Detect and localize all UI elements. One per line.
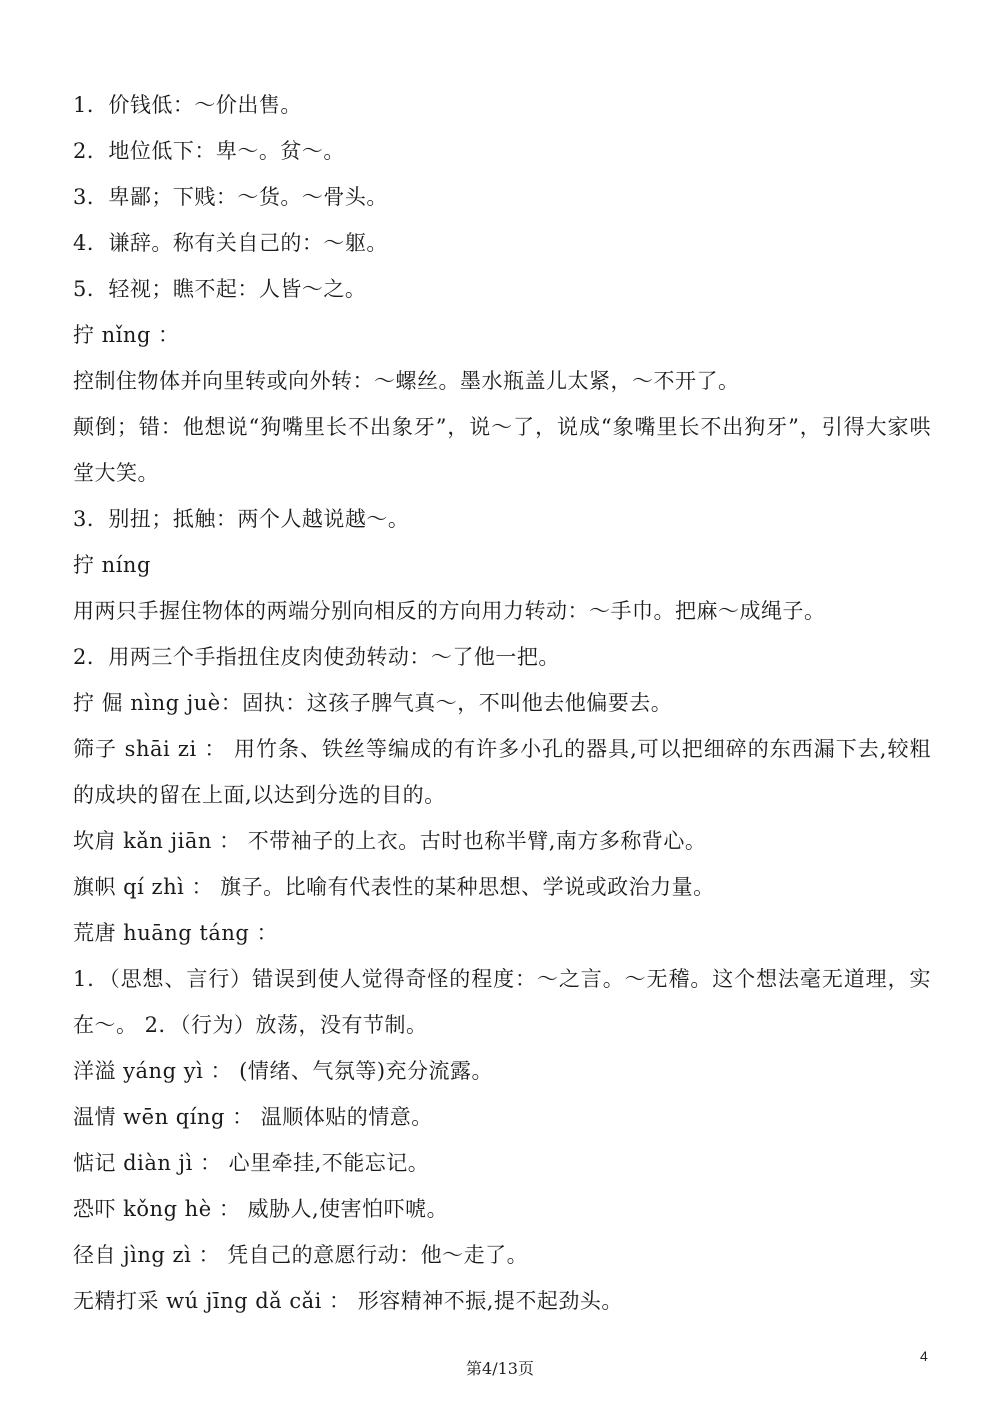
vocab-entry: 洋溢 yáng yì ： (情绪、气氛等)充分流露。	[73, 1059, 494, 1083]
definition-line: 用两只手握住物体的两端分别向相反的方向用力转动：～手巾。把麻～成绳子。	[73, 599, 826, 623]
vocab-entry: 坎肩 kǎn jiān ： 不带袖子的上衣。古时也称半臂,南方多称背心。	[73, 829, 707, 853]
vocab-entry: 惦记 diàn jì ： 心里牵挂,不能忘记。	[73, 1151, 430, 1175]
vocab-entry: 拧 倔 nìng juè：固执：这孩子脾气真～，不叫他去他偏要去。	[73, 691, 673, 715]
vocab-entry: 筛子 shāi zi ： 用竹条、铁丝等编成的有许多小孔的器具,可以把细碎的东西漏下去,较粗的成块的留在上面,以达到分选的目的。	[73, 737, 931, 807]
vocab-entry: 恐吓 kǒng hè ： 威胁人,使害怕吓唬。	[73, 1197, 449, 1221]
page-number: 4	[920, 1348, 928, 1364]
entry-heading: 拧 níng	[73, 553, 151, 577]
definition-line: 4．谦辞。称有关自己的：～躯。	[73, 231, 388, 255]
definition-line: 3．卑鄙；下贱：～货。～骨头。	[73, 185, 388, 209]
page-indicator: 第4/13页	[466, 1359, 534, 1378]
vocab-entry: 无精打采 wú jīng dǎ cǎi ： 形容精神不振,提不起劲头。	[73, 1289, 623, 1313]
definition-line: 2．地位低下：卑～。贫～。	[73, 139, 345, 163]
definition-line: 控制住物体并向里转或向外转：～螺丝。墨水瓶盖儿太紧，～不开了。	[73, 369, 740, 393]
definition-line: 1．价钱低：～价出售。	[73, 93, 302, 117]
vocab-entry: 径自 jìng zì ： 凭自己的意愿行动：他～走了。	[73, 1243, 529, 1267]
entry-heading: 荒唐 huāng táng ：	[73, 921, 278, 945]
document-body	[73, 82, 931, 1324]
vocab-entry: 旗帜 qí zhì ： 旗子。比喻有代表性的某种思想、学说或政治力量。	[73, 875, 715, 899]
definition-paragraph: 1．（思想、言行）错误到使人觉得奇怪的程度：～之言。～无稽。这个想法毫无道理，实在～。 2．（行为）放荡，没有节制。	[73, 967, 931, 1037]
vocab-entry: 温情 wēn qíng ： 温顺体贴的情意。	[73, 1105, 433, 1129]
definition-line: 3．别扭；抵触：两个人越说越～。	[73, 507, 410, 531]
entry-heading: 拧 nǐng ：	[73, 323, 180, 347]
definition-line: 5．轻视；瞧不起：人皆～之。	[73, 277, 367, 301]
definition-paragraph: 颠倒；错：他想说“狗嘴里长不出象牙”，说～了，说成“象嘴里长不出狗牙”，引得大家哄堂大笑。	[73, 415, 931, 485]
definition-line: 2．用两三个手指扭住皮肉使劲转动：～了他一把。	[73, 645, 560, 669]
